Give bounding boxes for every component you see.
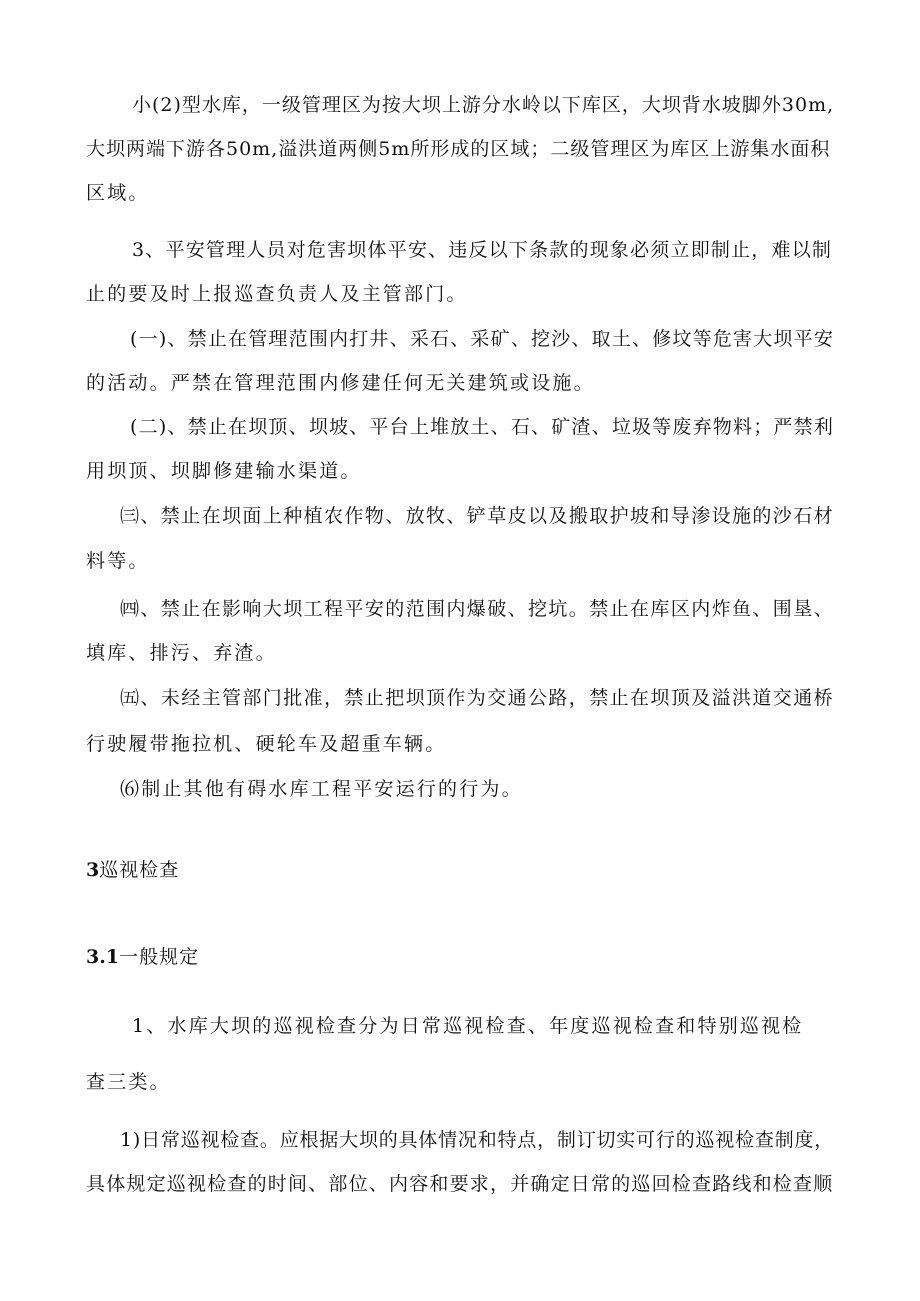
para-1-line-3: 区域。	[86, 182, 150, 204]
para-5-line-2: 料等。	[86, 550, 150, 572]
para-9-line-2: 查三类。	[86, 1071, 171, 1093]
para-4-line-2: 用坝顶、坝脚修建输水渠道。	[86, 460, 362, 482]
para-7-line-2: 行驶履带拖拉机、硬轮车及超重车辆。	[86, 733, 447, 755]
para-3-line-1: (一)、禁止在管理范围内打井、采石、采矿、挖沙、取土、修坟等危害大坝平安	[130, 328, 835, 350]
subsection-heading	[86, 945, 199, 969]
subsection-title: 一般规定	[119, 946, 200, 968]
para-1-line-1: 小(2)型水库，一级管理区为按大坝上游分水岭以下库区，大坝背水坡脚外30m,	[132, 94, 835, 116]
section-heading	[86, 858, 179, 882]
para-2-line-2: 止的要及时上报巡查负责人及主管部门。	[86, 283, 468, 305]
para-3-line-2: 的活动。严禁在管理范围内修建任何无关建筑或设施。	[86, 372, 595, 394]
para-10-line-1: 1)日常巡视检查。应根据大坝的具体情况和特点，制订切实可行的巡视检查制度，	[120, 1129, 835, 1151]
para-2-line-1: 3、平安管理人员对危害坝体平安、违反以下条款的现象必须立即制止，难以制	[132, 239, 833, 261]
para-8-line-1: ⑹制止其他有碍水库工程平安运行的行为。	[120, 778, 523, 800]
para-10-line-2: 具体规定巡视检查的时间、部位、内容和要求，并确定日常的巡回检查路线和检查顺	[86, 1173, 834, 1195]
section-title: 巡视检查	[99, 859, 180, 881]
para-6-line-2: 填库、排污、弃渣。	[86, 642, 277, 664]
para-5-line-1: ㈢、禁止在坝面上种植农作物、放牧、铲草皮以及搬取护坡和导渗设施的沙石材	[120, 505, 835, 527]
para-6-line-1: ㈣、禁止在影响大坝工程平安的范围内爆破、挖坑。禁止在库区内炸鱼、围垦、	[120, 598, 835, 620]
para-7-line-1: ㈤、未经主管部门批准，禁止把坝顶作为交通公路，禁止在坝顶及溢洪道交通桥	[120, 687, 835, 709]
para-1-line-2: 大坝两端下游各50m,溢洪道两侧5m所形成的区域；二级管理区为库区上游集水面积	[86, 138, 831, 160]
section-number: 3	[86, 859, 100, 881]
subsection-number: 3.1	[86, 946, 120, 968]
para-9-line-1: 1、水库大坝的巡视检查分为日常巡视检查、年度巡视检查和特别巡视检	[132, 1015, 804, 1037]
para-4-line-1: (二)、禁止在坝顶、坝坡、平台上堆放土、石、矿渣、垃圾等废弃物料；严禁利	[130, 416, 835, 438]
